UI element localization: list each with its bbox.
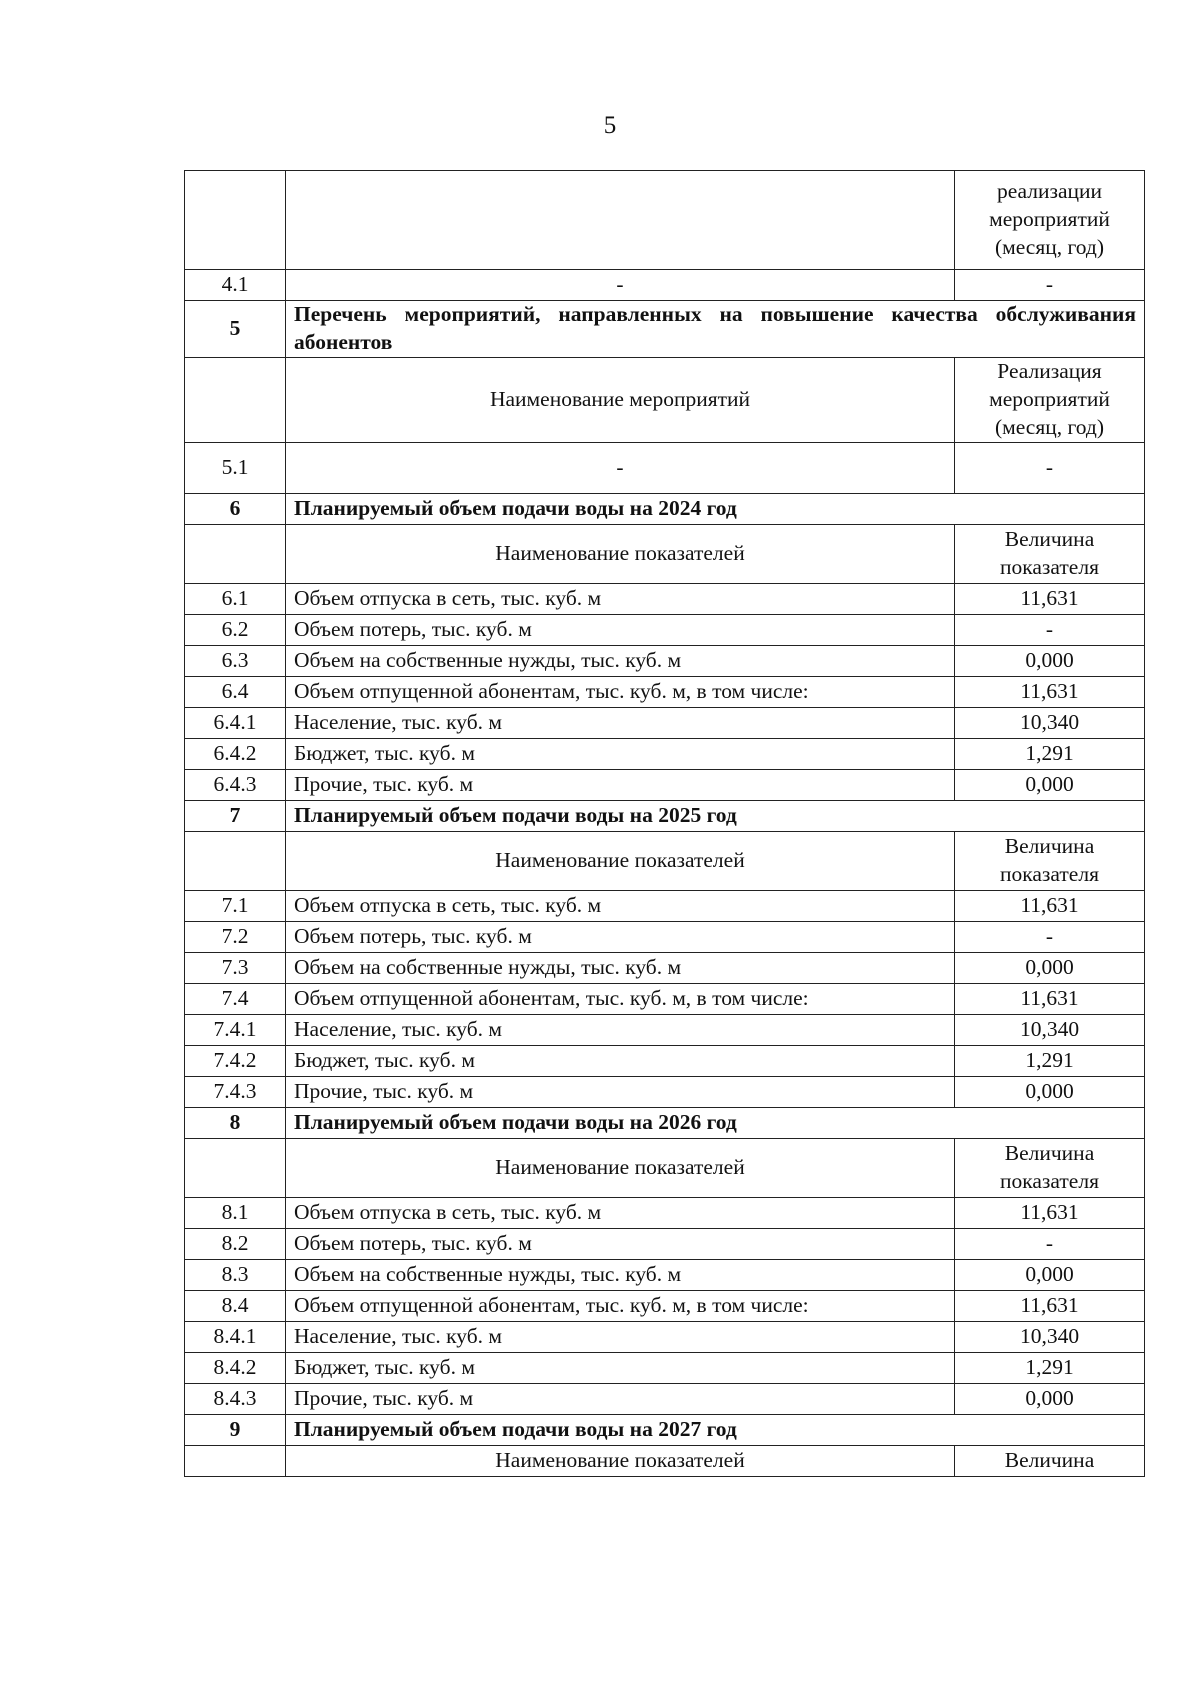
row-number: 8.4.1 bbox=[185, 1321, 286, 1352]
section-header-row bbox=[185, 800, 1145, 831]
section-header-row bbox=[185, 1414, 1145, 1445]
row-value: 0,000 bbox=[955, 645, 1145, 676]
row-value: - bbox=[955, 614, 1145, 645]
row-number: 4.1 bbox=[185, 270, 286, 301]
table-row bbox=[185, 1259, 1145, 1290]
row-name: Прочие, тыс. куб. м bbox=[286, 769, 955, 800]
row-value: 11,631 bbox=[955, 583, 1145, 614]
row-name: Население, тыс. куб. м bbox=[286, 707, 955, 738]
section-title: Планируемый объем подачи воды на 2026 год bbox=[286, 1107, 1145, 1138]
table-row bbox=[185, 1352, 1145, 1383]
table-row bbox=[185, 614, 1145, 645]
row-number: 8.3 bbox=[185, 1259, 286, 1290]
row-value: 1,291 bbox=[955, 1045, 1145, 1076]
section-header-row bbox=[185, 301, 1145, 358]
row-name: - bbox=[286, 270, 955, 301]
table-row bbox=[185, 707, 1145, 738]
row-value: 10,340 bbox=[955, 1321, 1145, 1352]
row-name: Объем потерь, тыс. куб. м bbox=[286, 1228, 955, 1259]
column-header-value: Величина показателя bbox=[955, 524, 1145, 583]
row-value: 0,000 bbox=[955, 1259, 1145, 1290]
table-row bbox=[185, 890, 1145, 921]
column-header-row bbox=[185, 357, 1145, 442]
row-number: 6.2 bbox=[185, 614, 286, 645]
row-number: 8.1 bbox=[185, 1197, 286, 1228]
column-header-name: Наименование показателей bbox=[286, 1138, 955, 1197]
table-row bbox=[185, 583, 1145, 614]
column-header-row bbox=[185, 831, 1145, 890]
section-number: 9 bbox=[185, 1414, 286, 1445]
table-row bbox=[185, 1383, 1145, 1414]
row-name: - bbox=[286, 442, 955, 493]
row-value: 11,631 bbox=[955, 676, 1145, 707]
row-number: 8.4.2 bbox=[185, 1352, 286, 1383]
empty-cell bbox=[185, 357, 286, 442]
row-name: Объем отпуска в сеть, тыс. куб. м bbox=[286, 1197, 955, 1228]
row-name: Объем отпущенной абонентам, тыс. куб. м, в том числе: bbox=[286, 1290, 955, 1321]
row-number: 7.3 bbox=[185, 952, 286, 983]
row-name: Объем отпуска в сеть, тыс. куб. м bbox=[286, 890, 955, 921]
row-number: 7.1 bbox=[185, 890, 286, 921]
section-number: 7 bbox=[185, 800, 286, 831]
column-header-value: Величина показателя bbox=[955, 1138, 1145, 1197]
column-header-row bbox=[185, 524, 1145, 583]
section-number: 5 bbox=[185, 301, 286, 358]
table-row bbox=[185, 442, 1145, 493]
table-row bbox=[185, 676, 1145, 707]
table-row bbox=[185, 270, 1145, 301]
empty-cell bbox=[286, 171, 955, 270]
column-header-name: Наименование мероприятий bbox=[286, 357, 955, 442]
column-header-value: реализации мероприятий (месяц, год) bbox=[955, 171, 1145, 270]
section-title: Планируемый объем подачи воды на 2027 год bbox=[286, 1414, 1145, 1445]
row-value: 11,631 bbox=[955, 890, 1145, 921]
row-name: Объем отпущенной абонентам, тыс. куб. м, в том числе: bbox=[286, 983, 955, 1014]
row-name: Население, тыс. куб. м bbox=[286, 1014, 955, 1045]
empty-cell bbox=[185, 171, 286, 270]
row-name: Прочие, тыс. куб. м bbox=[286, 1383, 955, 1414]
row-number: 8.4 bbox=[185, 1290, 286, 1321]
row-value: 10,340 bbox=[955, 1014, 1145, 1045]
section-header-row bbox=[185, 493, 1145, 524]
row-number: 7.4.1 bbox=[185, 1014, 286, 1045]
empty-cell bbox=[185, 1445, 286, 1476]
section-title: Планируемый объем подачи воды на 2025 год bbox=[286, 800, 1145, 831]
water-supply-table bbox=[184, 170, 1145, 1477]
row-number: 7.4.3 bbox=[185, 1076, 286, 1107]
column-header-value: Величина bbox=[955, 1445, 1145, 1476]
row-number: 6.4 bbox=[185, 676, 286, 707]
column-header-row bbox=[185, 1445, 1145, 1476]
column-header-name: Наименование показателей bbox=[286, 1445, 955, 1476]
table-row bbox=[185, 1290, 1145, 1321]
column-header-value: Величина показателя bbox=[955, 831, 1145, 890]
row-name: Объем на собственные нужды, тыс. куб. м bbox=[286, 952, 955, 983]
table-row bbox=[185, 1321, 1145, 1352]
row-name: Объем отпуска в сеть, тыс. куб. м bbox=[286, 583, 955, 614]
row-number: 6.4.3 bbox=[185, 769, 286, 800]
column-header-name: Наименование показателей bbox=[286, 831, 955, 890]
row-value: - bbox=[955, 1228, 1145, 1259]
row-number: 8.4.3 bbox=[185, 1383, 286, 1414]
row-value: 0,000 bbox=[955, 952, 1145, 983]
table-row bbox=[185, 1228, 1145, 1259]
section-number: 6 bbox=[185, 493, 286, 524]
row-name: Бюджет, тыс. куб. м bbox=[286, 1045, 955, 1076]
row-value: 0,000 bbox=[955, 769, 1145, 800]
row-name: Объем потерь, тыс. куб. м bbox=[286, 614, 955, 645]
row-value: 1,291 bbox=[955, 1352, 1145, 1383]
table-row bbox=[185, 769, 1145, 800]
row-name: Население, тыс. куб. м bbox=[286, 1321, 955, 1352]
table-row bbox=[185, 1045, 1145, 1076]
row-value: - bbox=[955, 270, 1145, 301]
empty-cell bbox=[185, 524, 286, 583]
row-number: 8.2 bbox=[185, 1228, 286, 1259]
row-number: 6.4.2 bbox=[185, 738, 286, 769]
section-number: 8 bbox=[185, 1107, 286, 1138]
row-name: Прочие, тыс. куб. м bbox=[286, 1076, 955, 1107]
row-number: 6.1 bbox=[185, 583, 286, 614]
column-header-value: Реализация мероприятий (месяц, год) bbox=[955, 357, 1145, 442]
row-number: 5.1 bbox=[185, 442, 286, 493]
row-name: Объем на собственные нужды, тыс. куб. м bbox=[286, 645, 955, 676]
column-header-name: Наименование показателей bbox=[286, 524, 955, 583]
row-value: 11,631 bbox=[955, 983, 1145, 1014]
row-number: 7.4.2 bbox=[185, 1045, 286, 1076]
table-row bbox=[185, 738, 1145, 769]
row-name: Объем потерь, тыс. куб. м bbox=[286, 921, 955, 952]
table-row bbox=[185, 1014, 1145, 1045]
row-value: 11,631 bbox=[955, 1197, 1145, 1228]
page-number: 5 bbox=[603, 112, 617, 139]
table-row bbox=[185, 1076, 1145, 1107]
table-row bbox=[185, 171, 1145, 270]
row-value: - bbox=[955, 442, 1145, 493]
row-value: 1,291 bbox=[955, 738, 1145, 769]
row-value: 0,000 bbox=[955, 1076, 1145, 1107]
row-number: 7.2 bbox=[185, 921, 286, 952]
row-name: Бюджет, тыс. куб. м bbox=[286, 1352, 955, 1383]
empty-cell bbox=[185, 831, 286, 890]
section-header-row bbox=[185, 1107, 1145, 1138]
column-header-row bbox=[185, 1138, 1145, 1197]
row-value: 11,631 bbox=[955, 1290, 1145, 1321]
row-number: 6.3 bbox=[185, 645, 286, 676]
row-number: 6.4.1 bbox=[185, 707, 286, 738]
empty-cell bbox=[185, 1138, 286, 1197]
row-number: 7.4 bbox=[185, 983, 286, 1014]
section-title: Перечень мероприятий, направленных на повышение качества обслуживания абонентов bbox=[286, 301, 1145, 358]
row-value: - bbox=[955, 921, 1145, 952]
table-row bbox=[185, 983, 1145, 1014]
row-value: 10,340 bbox=[955, 707, 1145, 738]
row-name: Объем на собственные нужды, тыс. куб. м bbox=[286, 1259, 955, 1290]
table-row bbox=[185, 921, 1145, 952]
table-row bbox=[185, 645, 1145, 676]
table-body bbox=[185, 171, 1145, 1477]
table-row bbox=[185, 952, 1145, 983]
row-name: Бюджет, тыс. куб. м bbox=[286, 738, 955, 769]
section-title: Планируемый объем подачи воды на 2024 год bbox=[286, 493, 1145, 524]
table-row bbox=[185, 1197, 1145, 1228]
row-value: 0,000 bbox=[955, 1383, 1145, 1414]
row-name: Объем отпущенной абонентам, тыс. куб. м, в том числе: bbox=[286, 676, 955, 707]
